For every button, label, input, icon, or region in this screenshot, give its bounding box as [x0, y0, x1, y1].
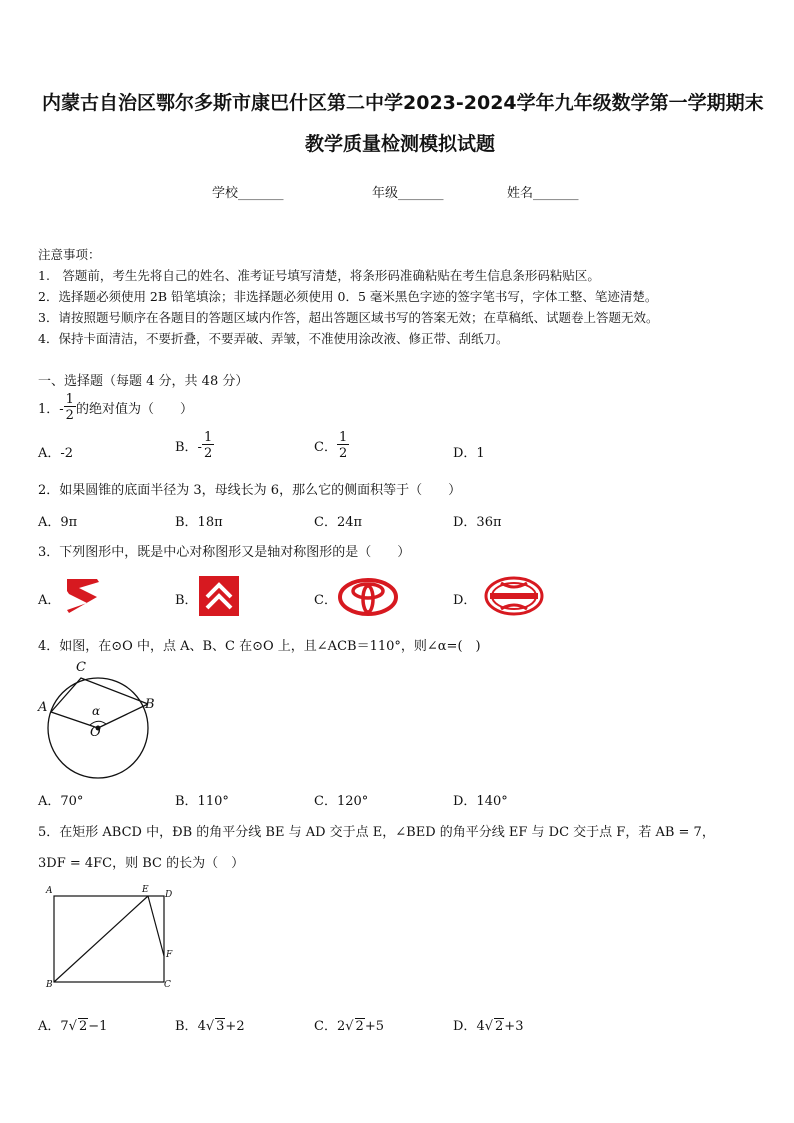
question-5-line2: 3DF = 4FC，则 BC 的长为（ ）: [38, 856, 245, 871]
q5-option-b[interactable]: [175, 1015, 245, 1034]
q5-option-c[interactable]: [314, 1015, 384, 1034]
q5-option-a[interactable]: [38, 1015, 107, 1034]
q3-option-d[interactable]: D．: [453, 593, 477, 608]
q1-option-c[interactable]: [314, 431, 349, 460]
q5-label-d: D: [165, 890, 173, 900]
q1-c-den: 2: [338, 446, 348, 461]
question-2: 2．如果圆锥的底面半径为 3，母线长为 6，那么它的侧面积等于（ ）: [38, 483, 462, 498]
q2-option-d[interactable]: D．36π: [453, 515, 502, 530]
q4-option-b[interactable]: B．110°: [175, 794, 229, 809]
page-title-line1: 内蒙古自治区鄂尔多斯市康巴什区第二中学2023-2024学年九年级数学第一学期期末: [42, 92, 764, 114]
question-3: 3．下列图形中，既是中心对称图形又是轴对称图形的是（ ）: [38, 545, 411, 560]
q5-b-tail: +2: [225, 1019, 245, 1034]
q5-d-label: D．: [453, 1019, 477, 1034]
q1-b-num: 1: [203, 430, 213, 445]
notice-item: 4．保持卡面清洁，不要折叠，不要弄破、弄皱，不准使用涂改液、修正带、刮纸刀。: [38, 331, 509, 346]
q4-label-b: B: [145, 697, 155, 712]
name-field: 姓名_______: [507, 186, 579, 201]
q5-c-coef: 2: [336, 1019, 346, 1034]
section-heading: 一、选择题（每题 4 分，共 48 分）: [38, 374, 249, 389]
q1-frac-den: 2: [65, 408, 74, 423]
q5-label-a: A: [46, 886, 53, 896]
q2-option-a[interactable]: A．9π: [38, 515, 78, 530]
q4-label-a: A: [38, 700, 48, 715]
q5-a-label: A．: [38, 1019, 61, 1034]
q1-option-d[interactable]: D．1: [453, 446, 485, 461]
q1-c-fraction: [337, 431, 349, 460]
sqrt-symbol: √ 2: [345, 1019, 364, 1034]
hino-logo: [483, 575, 545, 617]
notice-item: 1. 答题前，考生先将自己的姓名、准考证号填写清楚，将条形码准确粘贴在考生信息条形码粘贴区。: [38, 268, 600, 283]
q5-d-tail: +3: [504, 1019, 524, 1034]
q2-option-c[interactable]: C．24π: [314, 515, 363, 530]
q1-c-num: 1: [338, 430, 348, 445]
q1-b-den: 2: [203, 446, 213, 461]
q1-b-label: B．-: [175, 440, 202, 455]
notice-item: 2．选择题必须使用 2B 铅笔填涂；非选择题必须使用 0．5 毫米黑色字迹的签字笔书写，字体工整、笔迹清楚。: [38, 289, 658, 304]
q4-label-o: O: [90, 725, 101, 740]
notice-heading: 注意事项：: [38, 247, 101, 262]
q1-option-b[interactable]: [175, 431, 214, 460]
q5-a-tail: −1: [88, 1019, 108, 1034]
q5-label-f: F: [166, 950, 173, 960]
q5-a-coef: 7: [60, 1019, 69, 1034]
q5-b-coef: 4: [197, 1019, 206, 1034]
q3-option-b[interactable]: B．: [175, 593, 198, 608]
q1-frac-num: 1: [65, 392, 74, 407]
question-1: [38, 393, 193, 422]
notice-item: 3．请按照题号顺序在各题目的答题区域内作答，超出答题区域书写的答案无效；在草稿纸、试题卷上答题无效。: [38, 310, 659, 325]
grade-field: 年级_______: [372, 186, 444, 201]
page-title-line2: 教学质量检测模拟试题: [305, 133, 496, 155]
q1-b-fraction: [202, 431, 214, 460]
q5-figure: [42, 882, 182, 994]
q4-label-c: C: [76, 660, 86, 675]
q5-c-tail: +5: [364, 1019, 384, 1034]
q1-prefix: 1．-: [38, 402, 64, 417]
q5-label-b: B: [46, 980, 53, 990]
q2-option-b[interactable]: B．18π: [175, 515, 223, 530]
q5-label-c: C: [164, 980, 171, 990]
q5-b-label: B．: [175, 1019, 198, 1034]
q1-c-label: C．: [314, 440, 337, 455]
question-4: 4．如图，在⊙O 中，点 A、B、C 在⊙O 上，且∠ACB＝110°，则∠α=( ): [38, 639, 481, 654]
q1-suffix: 的绝对值为（ ）: [75, 402, 193, 417]
q5-d-rad: 2: [495, 1019, 504, 1034]
q5-c-rad: 2: [355, 1019, 364, 1034]
citroen-logo: [198, 575, 240, 617]
q4-figure: [36, 660, 166, 780]
school-field: 学校_______: [212, 186, 284, 201]
sqrt-symbol: √ 2: [484, 1019, 504, 1034]
sqrt-symbol: √ 3: [205, 1019, 225, 1034]
toyota-logo: [337, 577, 399, 617]
q3-option-a[interactable]: A．: [38, 593, 61, 608]
q4-option-c[interactable]: C．120°: [314, 794, 369, 809]
q5-b-rad: 3: [216, 1019, 225, 1034]
q1-option-a[interactable]: A．-2: [38, 446, 74, 461]
q4-label-alpha: α: [92, 704, 101, 718]
q5-option-d[interactable]: [453, 1015, 523, 1034]
q4-option-a[interactable]: A．70°: [38, 794, 84, 809]
q5-c-label: C．: [314, 1019, 337, 1034]
q4-option-d[interactable]: D．140°: [453, 794, 508, 809]
sqrt-symbol: √ 2: [68, 1019, 88, 1034]
q5-label-e: E: [142, 885, 149, 895]
question-5-line1: 5．在矩形 ABCD 中，ÐB 的角平分线 BE 与 AD 交于点 E，∠BED 的角平分线 EF 与 DC 交于点 F，若 AB = 7，: [38, 825, 715, 840]
q5-a-rad: 2: [78, 1019, 88, 1034]
q5-d-coef: 4: [476, 1019, 485, 1034]
q3-option-c[interactable]: C．: [314, 593, 337, 608]
q1-fraction: [64, 393, 76, 422]
suzuki-logo: [61, 575, 105, 617]
